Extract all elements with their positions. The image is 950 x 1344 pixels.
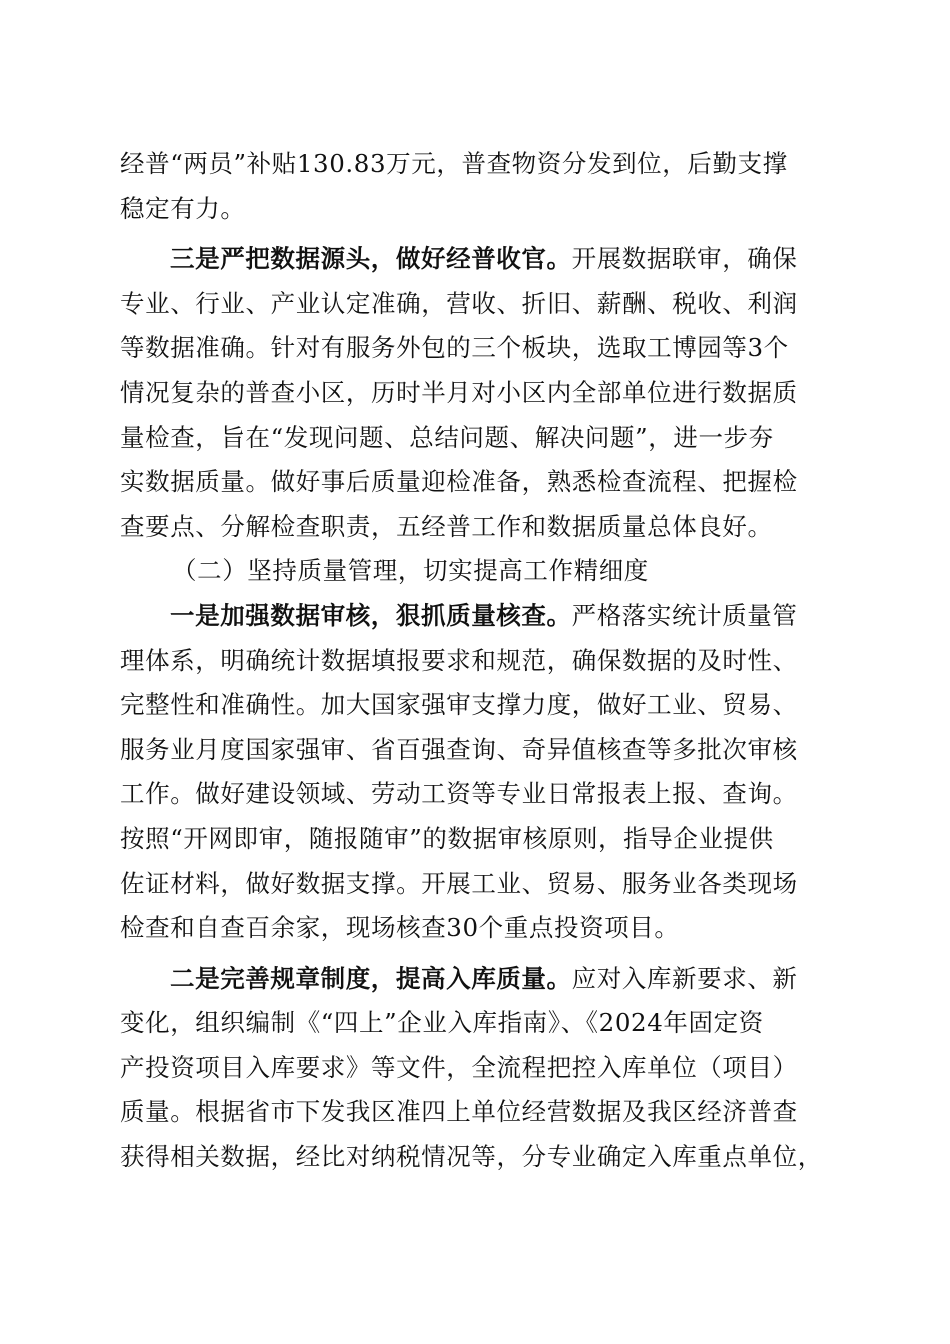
text-line: 按照“开网即审，随报随审”的数据审核原则，指导企业提供 [120, 823, 774, 853]
text-line: 等数据准确。针对有服务外包的三个板块，选取工博园等3个 [120, 333, 789, 363]
text-line: 获得相关数据，经比对纳税情况等，分专业确定入库重点单位， [120, 1142, 823, 1172]
document-page [120, 142, 830, 1180]
paragraph-text: 严格落实统计质量管 [571, 600, 798, 630]
paragraph-text: 应对入库新要求、新 [571, 963, 798, 993]
text-line [120, 237, 830, 282]
text-line: 检查和自查百余家，现场核查30个重点投资项目。 [120, 913, 680, 943]
text-line: 稳定有力。 [120, 193, 246, 223]
paragraph-2 [120, 237, 830, 549]
text-line: 理体系，明确统计数据填报要求和规范，确保数据的及时性、 [120, 645, 798, 675]
text-line: 情况复杂的普查小区，历时半月对小区内全部单位进行数据质 [120, 377, 798, 407]
paragraph-1 [120, 142, 830, 231]
text-line: 工作。做好建设领域、劳动工资等专业日常报表上报、查询。 [120, 779, 798, 809]
text-line [120, 957, 830, 1002]
text-line: 实数据质量。做好事后质量迎检准备，熟悉检查流程、把握检 [120, 467, 798, 497]
paragraph-3 [120, 594, 830, 951]
section-heading: （二）坚持质量管理，切实提高工作精细度 [172, 556, 649, 586]
paragraph-lead: 一是加强数据审核，狠抓质量核查。 [170, 600, 572, 630]
text-line: 佐证材料，做好数据支撑。开展工业、贸易、服务业各类现场 [120, 868, 798, 898]
text-line: 量检查，旨在“发现问题、总结问题、解决问题”，进一步夯 [120, 422, 774, 452]
text-line: 专业、行业、产业认定准确，营收、折旧、薪酬、税收、利润 [120, 288, 798, 318]
paragraph-lead: 三是严把数据源头，做好经普收官。 [170, 244, 572, 274]
text-line: 质量。根据省市下发我区准四上单位经营数据及我区经济普查 [120, 1097, 798, 1127]
text-line: 服务业月度国家强审、省百强查询、奇异值核查等多批次审核 [120, 734, 798, 764]
text-line: 查要点、分解检查职责，五经普工作和数据质量总体良好。 [120, 511, 773, 541]
text-line: 经普“两员”补贴130.83万元，普查物资分发到位，后勤支撑 [120, 149, 788, 178]
text-line: 完整性和准确性。加大国家强审支撑力度，做好工业、贸易、 [120, 690, 798, 720]
paragraph-4 [120, 957, 830, 1180]
text-line: 产投资项目入库要求》等文件，全流程把控入库单位（项目） [120, 1052, 798, 1082]
paragraph-lead: 二是完善规章制度，提高入库质量。 [170, 963, 572, 993]
text-line [120, 594, 830, 639]
text-line: 变化，组织编制《“四上”企业入库指南》、《2024年固定资 [120, 1008, 764, 1038]
paragraph-text: 开展数据联审，确保 [571, 244, 798, 274]
